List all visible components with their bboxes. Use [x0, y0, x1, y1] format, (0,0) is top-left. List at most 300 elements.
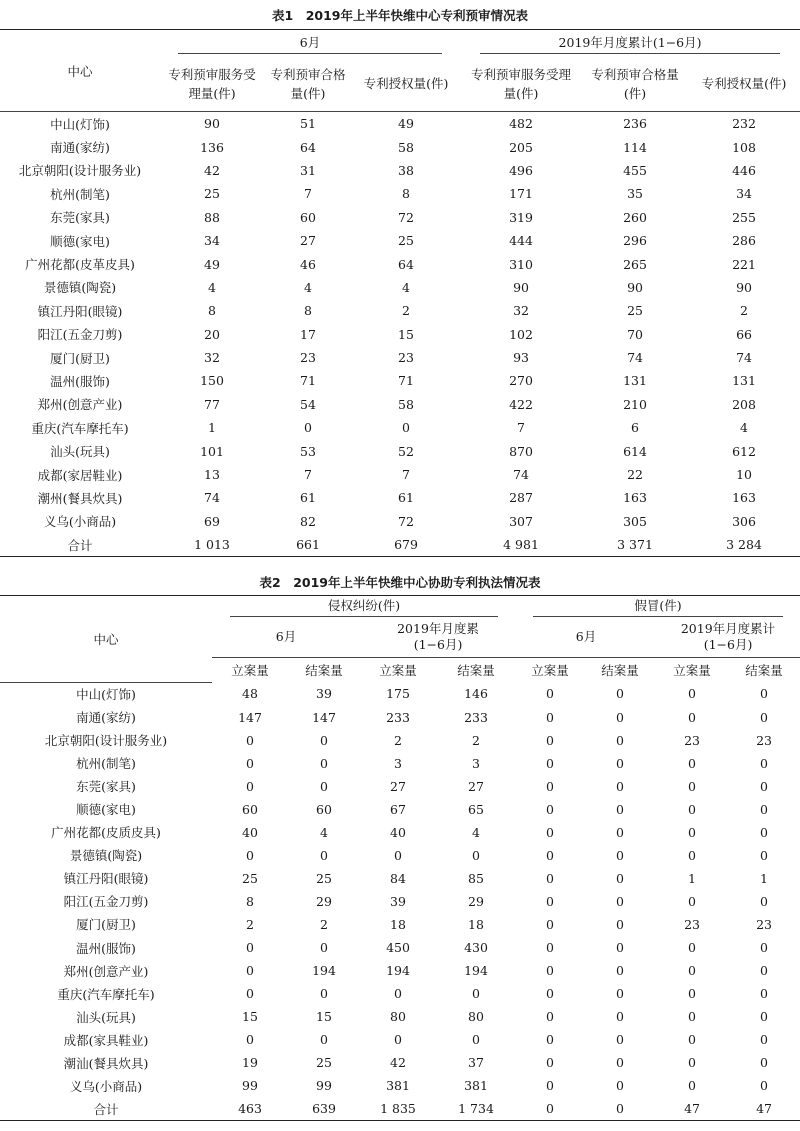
- table2-cell: 0: [246, 778, 254, 794]
- table2-sub-june: 6月: [212, 617, 360, 658]
- table1-cell: 72: [398, 209, 414, 225]
- table2-row: [0, 706, 800, 729]
- table2-cell: 0: [616, 963, 624, 979]
- table1-col-header: 专利授权量(件): [352, 56, 460, 112]
- table2-cell: 0: [320, 986, 328, 1002]
- table2-cell: 67: [390, 801, 406, 817]
- table1-cell: 310: [509, 256, 533, 272]
- table2-col-header: 立案量: [231, 663, 269, 678]
- table2-cell: 0: [616, 686, 624, 702]
- table2-cell: 0: [688, 1055, 696, 1071]
- table1-cell: 455: [623, 162, 647, 178]
- table2-cell: 0: [616, 755, 624, 771]
- table1-cell: 496: [509, 162, 533, 178]
- table2-center-name: 镇江丹阳(眼镜): [63, 871, 149, 887]
- table2-cell: 27: [468, 778, 484, 794]
- table1-cell: 296: [623, 233, 647, 249]
- table1-center-name: 广州花都(皮革皮具): [25, 257, 135, 273]
- table1-cell: 4: [402, 279, 410, 295]
- table2-cell: 0: [320, 1032, 328, 1048]
- table2-cell: 0: [616, 1055, 624, 1071]
- table1-cell: 4: [208, 279, 216, 295]
- table1-cell: 32: [204, 350, 220, 366]
- table2-cell: 0: [546, 1078, 554, 1094]
- table2-cell: 0: [688, 709, 696, 725]
- table1-cell: 90: [513, 279, 529, 295]
- table1-cell: 74: [736, 350, 752, 366]
- table2-cell: 23: [684, 732, 700, 748]
- table1-cell: 25: [204, 186, 220, 202]
- table2-row: [0, 729, 800, 752]
- table2-cell: 0: [616, 870, 624, 886]
- table2-cell: 99: [242, 1078, 258, 1094]
- table2-cell: 450: [386, 940, 410, 956]
- table1-center-name: 成都(家居鞋业): [37, 467, 123, 483]
- table2-col-header: 立案量: [379, 663, 417, 678]
- table2-cell: 3: [394, 755, 402, 771]
- table2-cell: 0: [246, 732, 254, 748]
- table1-patent-pre-examination: [0, 29, 800, 557]
- table2-cell: 0: [760, 847, 768, 863]
- table2-cell: 29: [316, 893, 332, 909]
- table2-cell: 0: [320, 940, 328, 956]
- table2-cell: 18: [390, 916, 406, 932]
- table1-cell: 7: [402, 467, 410, 483]
- table2-cell: 0: [546, 940, 554, 956]
- table1-center-name: 杭州(制笔): [50, 186, 110, 202]
- table2-cell: 39: [316, 686, 332, 702]
- table2-cell: 0: [320, 778, 328, 794]
- table2-cell: 27: [390, 778, 406, 794]
- table2-group-infringement: 侵权纠纷(件): [212, 596, 516, 618]
- table2-body: [0, 682, 800, 1121]
- table2-row: [0, 936, 800, 959]
- table1-cell: 2: [740, 303, 748, 319]
- table2-cell: 146: [464, 686, 488, 702]
- table1-cell: 265: [623, 256, 647, 272]
- table2-cell: 25: [316, 1055, 332, 1071]
- table2-cell: 0: [688, 1032, 696, 1048]
- table2-center-name: 中山(灯饰): [76, 687, 136, 703]
- table2-cell: 0: [760, 778, 768, 794]
- table2-cell: 0: [546, 1032, 554, 1048]
- table1-cell: 23: [398, 350, 414, 366]
- table2-cell: 0: [688, 824, 696, 840]
- table2-cell: 1: [760, 870, 768, 886]
- table1-row: [0, 393, 800, 416]
- table1-cell: 70: [627, 326, 643, 342]
- table1-cell: 163: [623, 490, 647, 506]
- table1-cell: 49: [398, 116, 414, 132]
- table1-cell: 27: [300, 233, 316, 249]
- table1-cell: 49: [204, 256, 220, 272]
- table2-cell: 0: [320, 847, 328, 863]
- table2-row: [0, 798, 800, 821]
- table2-cell: 65: [468, 801, 484, 817]
- table2-cell: 0: [760, 986, 768, 1002]
- table1-cell: 82: [300, 513, 316, 529]
- table1-cell: 208: [732, 396, 756, 412]
- table1-row: [0, 369, 800, 392]
- table1-col-header: 专利预审服务受理量(件): [460, 56, 582, 112]
- table2-cell: 147: [312, 709, 336, 725]
- table1-cell: 1 013: [160, 533, 264, 557]
- table1-center-name: 厦门(厨卫): [50, 350, 110, 366]
- table2-center-name: 景德镇(陶瓷): [69, 848, 143, 864]
- table1-cell: 612: [732, 443, 756, 459]
- table1-cell: 93: [513, 350, 529, 366]
- table1-cell: 6: [631, 420, 639, 436]
- table2-group-counterfeit: 假冒(件): [516, 596, 800, 618]
- table2-cell: 233: [464, 709, 488, 725]
- table1-cell: 446: [732, 162, 756, 178]
- table1-cell: 679: [352, 533, 460, 557]
- table2-cell: 0: [616, 916, 624, 932]
- table1-cell: 444: [509, 233, 533, 249]
- table2-cell: 80: [468, 1009, 484, 1025]
- table2-cell: 0: [394, 1032, 402, 1048]
- table2-center-name: 成都(家具鞋业): [63, 1032, 149, 1048]
- table2-cell: 25: [316, 870, 332, 886]
- table2-center-name: 东莞(家具): [76, 779, 136, 795]
- table2-cell: 0: [546, 755, 554, 771]
- table2-cell: 0: [760, 686, 768, 702]
- table1-cell: 90: [627, 279, 643, 295]
- table1-col-header: 专利授权量(件): [688, 56, 800, 112]
- table2-cell: 0: [760, 824, 768, 840]
- table1-col-header: 专利预审合格量(件): [264, 56, 352, 112]
- table2-cell: 194: [312, 963, 336, 979]
- table2-cell: 0: [472, 986, 480, 1002]
- table2-cell: 0: [246, 986, 254, 1002]
- table2-cell: 0: [546, 893, 554, 909]
- table1-cell: 54: [300, 396, 316, 412]
- table2-col-header: 结案量: [457, 663, 495, 678]
- table2-cell: 0: [616, 801, 624, 817]
- table2-center-name: 北京朝阳(设计服务业): [44, 733, 168, 749]
- table2-cell: 0: [546, 870, 554, 886]
- table1-center-name: 东莞(家具): [50, 210, 110, 226]
- table1-center-name: 顺德(家电): [50, 233, 110, 249]
- table1-cell: 3 284: [688, 533, 800, 557]
- table1-cell: 66: [736, 326, 752, 342]
- table2-cell: 29: [468, 893, 484, 909]
- table2-row: [0, 682, 800, 706]
- table2-row: [0, 1051, 800, 1074]
- table2-cell: 0: [688, 893, 696, 909]
- table1-cell: 71: [300, 373, 316, 389]
- table1-cell: 7: [304, 467, 312, 483]
- table2-cell: 0: [760, 755, 768, 771]
- table2-col-header: 结案量: [601, 663, 639, 678]
- table1-cell: 8: [402, 186, 410, 202]
- table1-cell: 90: [204, 116, 220, 132]
- table2-row: [0, 982, 800, 1005]
- table2-center-name: 广州花都(皮质皮具): [51, 825, 161, 841]
- table1-cell: 64: [300, 139, 316, 155]
- table1-cell: 77: [204, 396, 220, 412]
- table1-cell: 34: [204, 233, 220, 249]
- table2-col-header: 结案量: [745, 663, 783, 678]
- table1-cell: 60: [300, 209, 316, 225]
- table1-cell: 870: [509, 443, 533, 459]
- table2-cell: 0: [246, 963, 254, 979]
- table1-cell: 8: [208, 303, 216, 319]
- table2-cell: 2: [246, 916, 254, 932]
- table2-cell: 1 835: [360, 1097, 436, 1121]
- table2-cell: 0: [546, 916, 554, 932]
- table1-col-header: 专利预审服务受理量(件): [160, 56, 264, 112]
- table2-cell: 47: [728, 1097, 800, 1121]
- table2-cell: 23: [756, 916, 772, 932]
- table1-cell: 307: [509, 513, 533, 529]
- table2-cell: 48: [242, 686, 258, 702]
- table2-cell: 80: [390, 1009, 406, 1025]
- table1-caption: 表1 2019年上半年快维中心专利预审情况表: [272, 8, 528, 23]
- table1-cell: 114: [623, 139, 647, 155]
- table2-center-name: 阳江(五金刀剪): [63, 894, 149, 910]
- table2-row: [0, 775, 800, 798]
- table1-cell: 319: [509, 209, 533, 225]
- table2-cell: 0: [688, 778, 696, 794]
- table1-cell: 255: [732, 209, 756, 225]
- table2-cell: 40: [242, 824, 258, 840]
- table2-cell: 2: [394, 732, 402, 748]
- table2-cell: 0: [546, 847, 554, 863]
- table1-cell: 53: [300, 443, 316, 459]
- table2-row: [0, 959, 800, 982]
- table2-cell: 4: [320, 824, 328, 840]
- table2-cell: 39: [390, 893, 406, 909]
- table2-cell: 639: [288, 1097, 360, 1121]
- table1-col-header: 专利预审合格量(件): [582, 56, 688, 112]
- table2-cell: 194: [464, 963, 488, 979]
- table2-cell: 0: [546, 778, 554, 794]
- table1-cell: 108: [732, 139, 756, 155]
- table2-cell: 0: [688, 1009, 696, 1025]
- table2-cell: 0: [516, 1097, 584, 1121]
- table2-center-name: 郑州(创意产业): [63, 963, 149, 979]
- table1-cell: 270: [509, 373, 533, 389]
- table2-cell: 0: [760, 963, 768, 979]
- table1-body: [0, 112, 800, 557]
- table1-center-name: 景德镇(陶瓷): [43, 280, 117, 296]
- table1-row: [0, 135, 800, 158]
- table2-cell: 0: [760, 801, 768, 817]
- table1-row: [0, 299, 800, 322]
- table2-cell: 430: [464, 940, 488, 956]
- table1-center-name: 重庆(汽车摩托车): [31, 420, 129, 436]
- table1-center-name: 北京朝阳(设计服务业): [18, 163, 142, 179]
- table2-cell: 0: [760, 1078, 768, 1094]
- table2-center-name: 汕头(玩具): [76, 1009, 136, 1025]
- table1-center-name: 郑州(创意产业): [37, 397, 123, 413]
- table2-cell: 0: [616, 940, 624, 956]
- table1-cell: 0: [304, 420, 312, 436]
- table1-cell: 23: [300, 350, 316, 366]
- table2-cell: 0: [688, 986, 696, 1002]
- table2-cell: 0: [394, 847, 402, 863]
- table2-center-name: 厦门(厨卫): [76, 917, 136, 933]
- table2-col-header: 结案量: [305, 663, 343, 678]
- table2-center-name: 义乌(小商品): [69, 1078, 143, 1094]
- table2-cell: 0: [760, 1032, 768, 1048]
- table1-cell: 4: [304, 279, 312, 295]
- table2-cell: 175: [386, 686, 410, 702]
- table1-cell: 150: [200, 373, 224, 389]
- table1-row: [0, 276, 800, 299]
- table1-row: [0, 252, 800, 275]
- table1-cell: 46: [300, 256, 316, 272]
- table1-cell: 72: [398, 513, 414, 529]
- table2-cell: 2: [320, 916, 328, 932]
- table1-group-cumulative: 2019年月度累计(1−6月): [460, 30, 800, 57]
- table2-cell: 0: [616, 709, 624, 725]
- table1-row: [0, 229, 800, 252]
- table2-cell: 233: [386, 709, 410, 725]
- table2-row: [0, 1028, 800, 1051]
- table2-cell: 84: [390, 870, 406, 886]
- table2-center-name: 南通(家纺): [76, 710, 136, 726]
- table2-cell: 0: [320, 732, 328, 748]
- table2-cell: 147: [238, 709, 262, 725]
- table2-cell: 0: [760, 940, 768, 956]
- table2-cell: 0: [472, 1032, 480, 1048]
- table1-row: [0, 486, 800, 509]
- table1-center-name: 温州(服饰): [50, 373, 110, 389]
- table1-cell: 0: [402, 420, 410, 436]
- table1-cell: 131: [732, 373, 756, 389]
- table1-cell: 205: [509, 139, 533, 155]
- table2-center-name: 潮汕(餐具炊具): [63, 1055, 149, 1071]
- table1-cell: 35: [627, 186, 643, 202]
- table1-cell: 221: [732, 256, 756, 272]
- table2-row: [0, 1005, 800, 1028]
- table2-cell: 15: [316, 1009, 332, 1025]
- table2-cell: 0: [246, 940, 254, 956]
- table1-center-name: 汕头(玩具): [50, 444, 110, 460]
- table2-sub-cumulative: 2019年月度累计(1−6月): [656, 617, 800, 658]
- table2-center-name: 顺德(家电): [76, 802, 136, 818]
- table1-center-name: 南通(家纺): [50, 140, 110, 156]
- table2-cell: 60: [242, 801, 258, 817]
- table2-cell: 2: [472, 732, 480, 748]
- table1-cell: 71: [398, 373, 414, 389]
- table1-cell: 614: [623, 443, 647, 459]
- table2-cell: 8: [246, 893, 254, 909]
- table1-center-name: 合计: [0, 533, 160, 557]
- table2-cell: 0: [688, 801, 696, 817]
- table2-cell: 42: [390, 1055, 406, 1071]
- table1-cell: 287: [509, 490, 533, 506]
- table1-cell: 7: [304, 186, 312, 202]
- table1-cell: 90: [736, 279, 752, 295]
- table1-center-header: 中心: [0, 30, 160, 112]
- table2-row: [0, 1097, 800, 1121]
- table1-row: [0, 533, 800, 557]
- table1-cell: 22: [627, 467, 643, 483]
- table1-center-name: 潮州(餐具炊具): [37, 490, 123, 506]
- table2-cell: 25: [242, 870, 258, 886]
- table2-col-header: 立案量: [531, 663, 569, 678]
- table1-cell: 101: [200, 443, 224, 459]
- table1-cell: 163: [732, 490, 756, 506]
- table1-cell: 74: [204, 490, 220, 506]
- table1-cell: 305: [623, 513, 647, 529]
- table2-cell: 0: [616, 847, 624, 863]
- table1-cell: 4: [740, 420, 748, 436]
- table2-cell: 0: [616, 824, 624, 840]
- table1-center-name: 义乌(小商品): [43, 514, 117, 530]
- table1-cell: 661: [264, 533, 352, 557]
- table2-cell: 40: [390, 824, 406, 840]
- table1-center-name: 镇江丹阳(眼镜): [37, 303, 123, 319]
- table2-cell: 0: [546, 963, 554, 979]
- table2-row: [0, 913, 800, 936]
- table2-cell: 0: [688, 963, 696, 979]
- table1-cell: 13: [204, 467, 220, 483]
- table2-cell: 0: [688, 686, 696, 702]
- table2-cell: 381: [464, 1078, 488, 1094]
- table1-cell: 25: [398, 233, 414, 249]
- table1-cell: 74: [627, 350, 643, 366]
- table2-patent-enforcement: [0, 595, 800, 1121]
- table1-cell: 64: [398, 256, 414, 272]
- table1-row: [0, 416, 800, 439]
- table2-cell: 1 734: [436, 1097, 516, 1121]
- table2-center-header: 中心: [0, 596, 212, 683]
- table1-cell: 422: [509, 396, 533, 412]
- table1-cell: 136: [200, 139, 224, 155]
- table1-cell: 236: [623, 116, 647, 132]
- table1-group-june: 6月: [160, 30, 460, 57]
- table2-cell: 0: [616, 1032, 624, 1048]
- table1-row: [0, 159, 800, 182]
- table2-cell: 37: [468, 1055, 484, 1071]
- table1-cell: 131: [623, 373, 647, 389]
- table1-cell: 102: [509, 326, 533, 342]
- table1-cell: 25: [627, 303, 643, 319]
- table2-cell: 47: [656, 1097, 728, 1121]
- table1-cell: 2: [402, 303, 410, 319]
- table2-cell: 194: [386, 963, 410, 979]
- table2-cell: 4: [472, 824, 480, 840]
- table2-cell: 0: [616, 986, 624, 1002]
- table2-row: [0, 844, 800, 867]
- table1-row: [0, 463, 800, 486]
- table1-cell: 210: [623, 396, 647, 412]
- table1-cell: 61: [398, 490, 414, 506]
- table2-cell: 99: [316, 1078, 332, 1094]
- table1-row: [0, 346, 800, 369]
- table2-sub-cumulative: 2019年月度累(1−6月): [360, 617, 516, 658]
- table1-cell: 58: [398, 396, 414, 412]
- table1-cell: 482: [509, 116, 533, 132]
- table1-cell: 286: [732, 233, 756, 249]
- table2-cell: 0: [760, 709, 768, 725]
- table1-cell: 58: [398, 139, 414, 155]
- table2-cell: 0: [688, 755, 696, 771]
- table2-cell: 3: [472, 755, 480, 771]
- table2-cell: 0: [546, 709, 554, 725]
- table2-center-name: 杭州(制笔): [76, 756, 136, 772]
- table1-cell: 15: [398, 326, 414, 342]
- table1-cell: 31: [300, 162, 316, 178]
- table2-cell: 85: [468, 870, 484, 886]
- table2-cell: 0: [546, 801, 554, 817]
- table1-row: [0, 182, 800, 205]
- table2-cell: 381: [386, 1078, 410, 1094]
